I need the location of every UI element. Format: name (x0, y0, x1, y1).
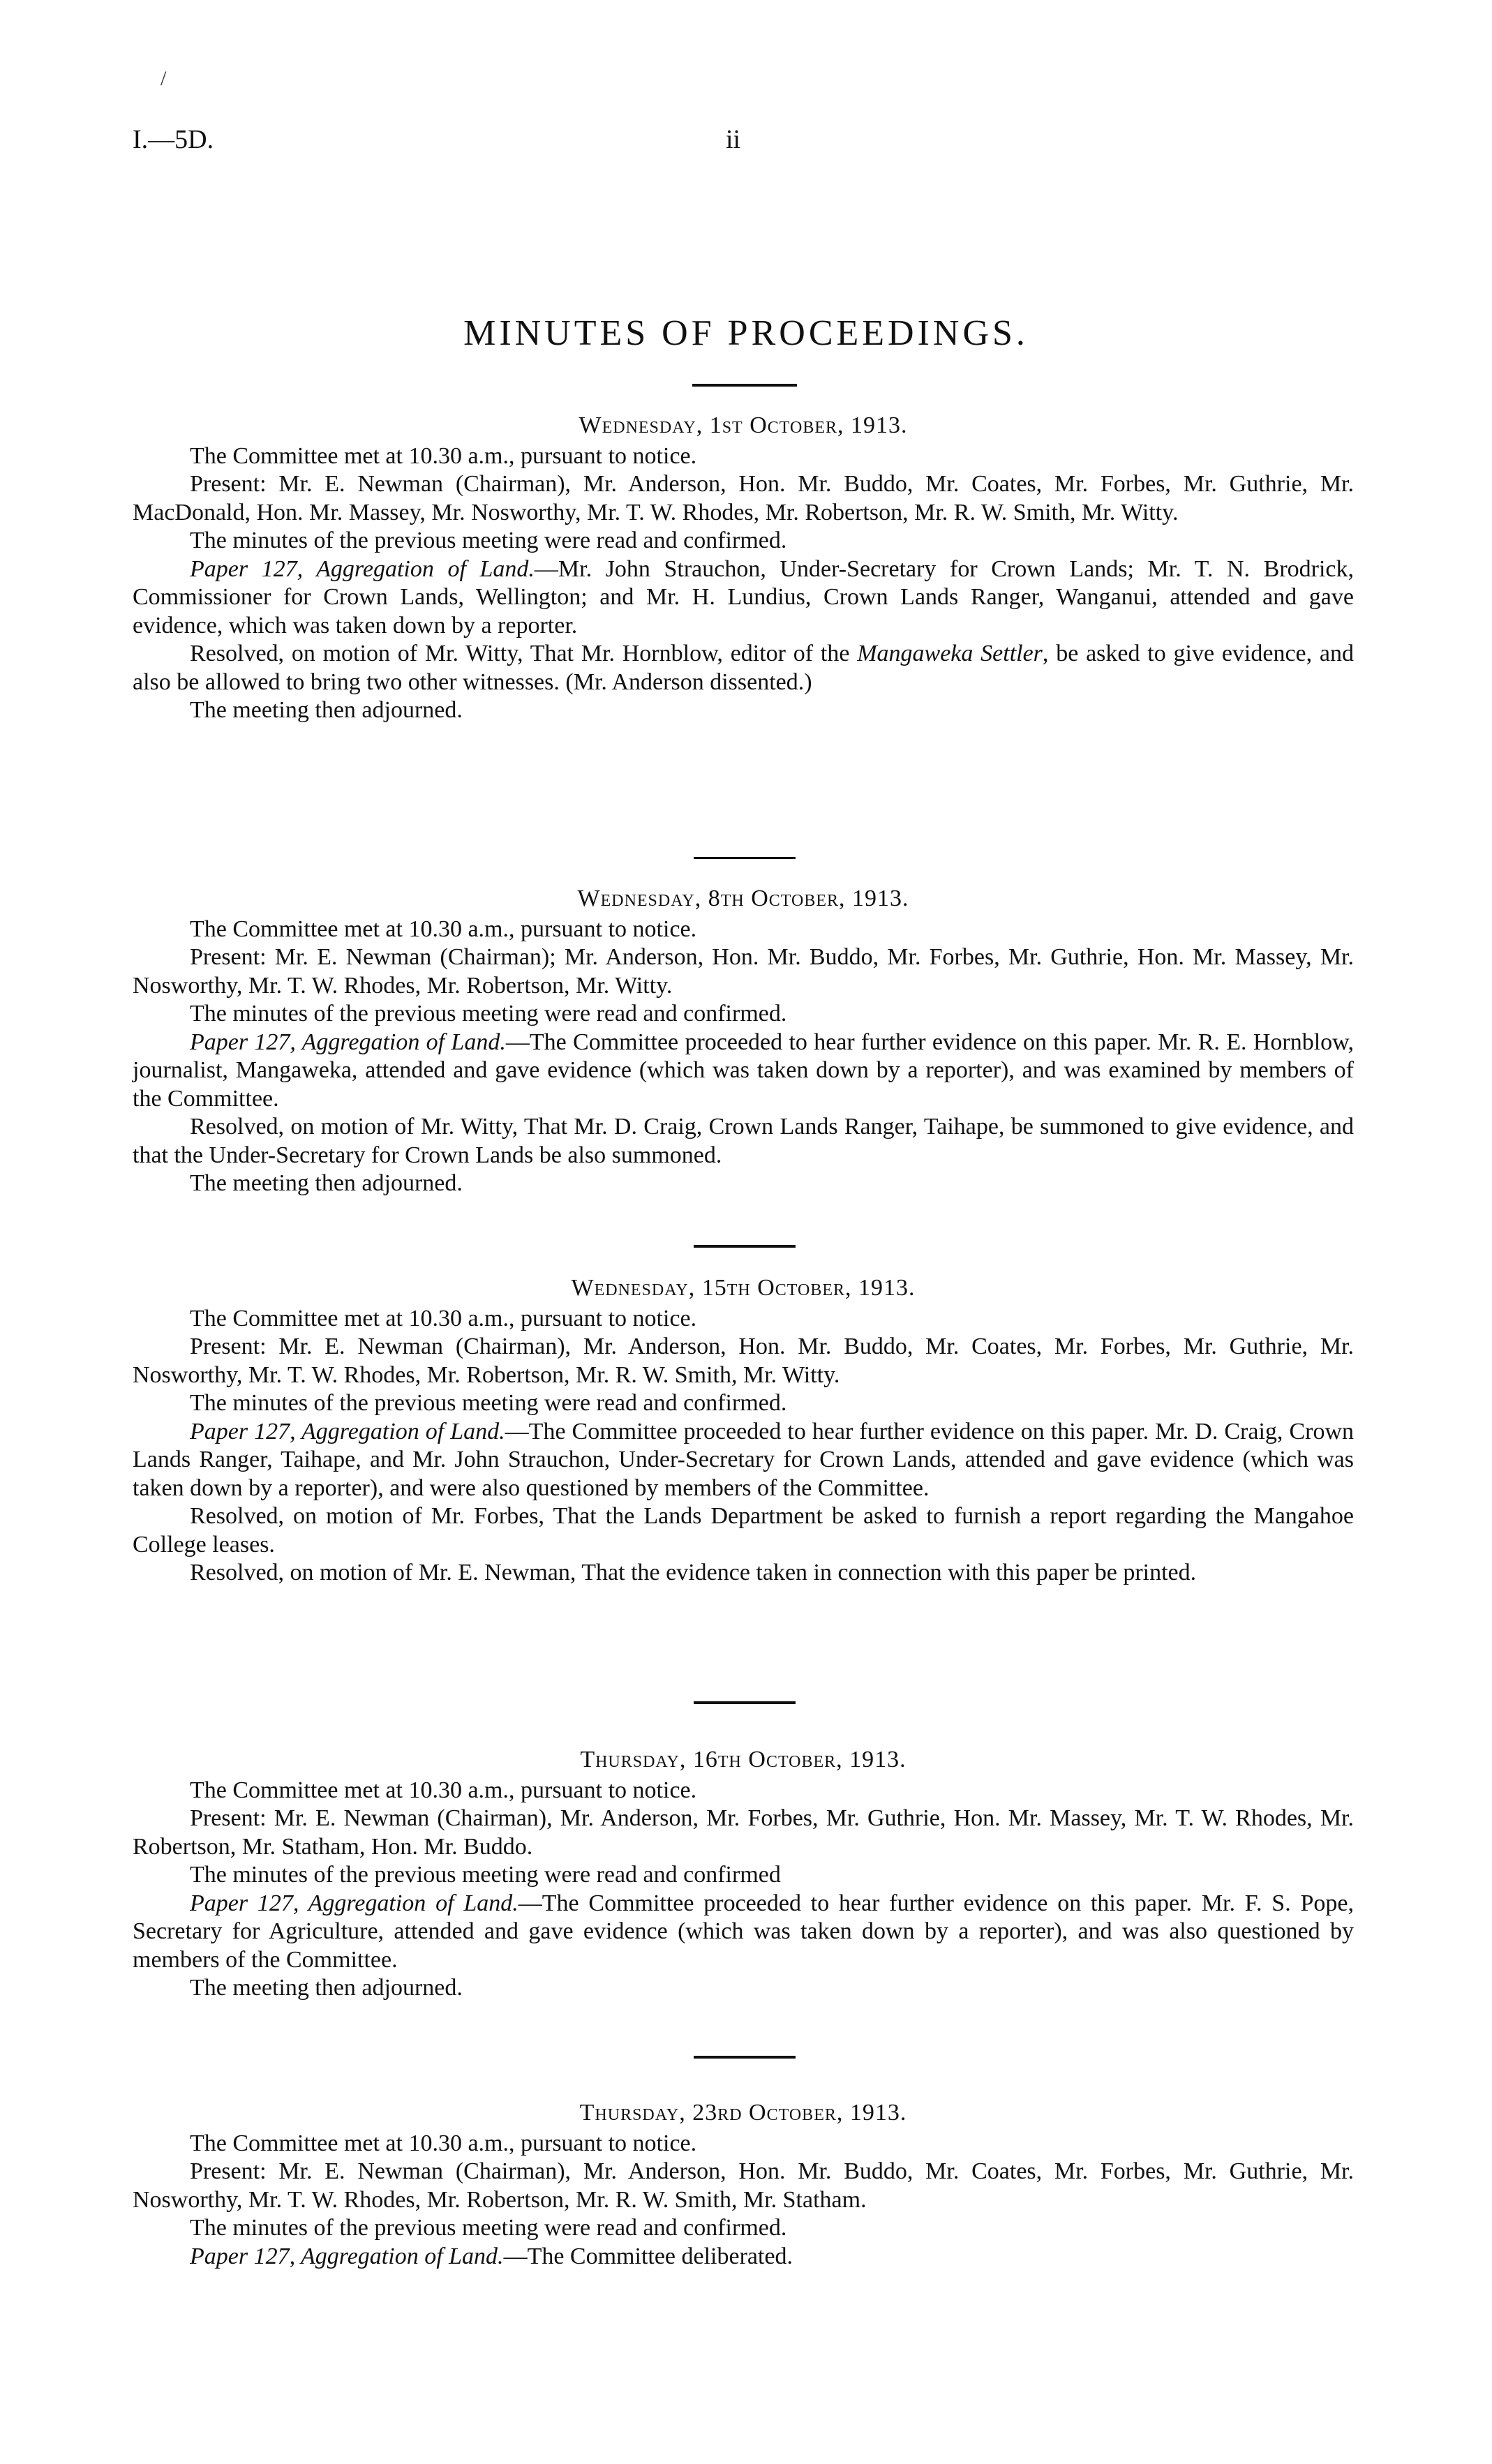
adjournment: The meeting then adjourned. (190, 697, 463, 723)
minutes-section-2 (133, 885, 1354, 1198)
minutes-confirmation: The minutes of the previous meeting were read and confirmed. (190, 2215, 787, 2241)
stray-mark: / (161, 67, 167, 90)
section-divider (694, 1701, 796, 1704)
attendance-list: Present: Mr. E. Newman (Chairman), Mr. Anderson, Hon. Mr. Buddo, Mr. Coates, Mr. Forbes, Mr. Guthrie, Mr. Nosworthy, Mr. T. W. Rhodes, Mr. Robertson, Mr. R. W. Smith, Mr. Statham. (133, 2158, 1354, 2213)
resolution: Resolved, on motion of Mr. Witty, That Mr. D. Craig, Crown Lands Ranger, Taihape, be summoned to give evidence, and that the Under-Secretary for Crown Lands be also summoned. (133, 1114, 1354, 1168)
section-divider (694, 1245, 796, 1248)
paper-title: Paper 127, Aggregation of Land. (190, 1029, 506, 1055)
section-divider (694, 857, 796, 859)
newspaper-name: Mangaweka Settler (857, 641, 1043, 666)
section-divider (694, 2056, 796, 2059)
title-divider (692, 384, 797, 387)
meeting-date: Wednesday, 8th October, 1913. (577, 886, 909, 911)
resolution: Resolved, on motion of Mr. Forbes, That the Lands Department be asked to furnish a report regarding the Mangahoe College leases. (133, 1503, 1354, 1558)
minutes-section-4 (133, 1746, 1354, 2003)
paper-title: Paper 127, Aggregation of Land. (190, 2243, 504, 2269)
paper-text: —The Committee proceeded to hear further evidence on this paper. Mr. D. Craig, Crown Lands Ranger, Taihape, and Mr. John Strauchon, Under-Secretary for Crown Lands, attended and gave evidence (which was taken down by a reporter), and were also questioned by members of the Committee. (133, 1418, 1354, 1501)
paper-entry (133, 1029, 1354, 1114)
resolution-text-end: , be asked to give evidence, and also be allowed to bring two other witnesses. (Mr. Anderson dissented.) (133, 641, 1354, 695)
paper-title: Paper 127, Aggregation of Land. (190, 1890, 519, 1916)
paper-text: —The Committee deliberated. (503, 2243, 793, 2269)
document-reference (133, 124, 214, 155)
minutes-confirmation: The minutes of the previous meeting were read and confirmed (190, 1862, 781, 1888)
resolution (133, 640, 1354, 696)
meeting-opening: The Committee met at 10.30 a.m., pursuant to notice. (190, 1777, 697, 1803)
attendance-list: Present: Mr. E. Newman (Chairman), Mr. Anderson, Hon. Mr. Buddo, Mr. Coates, Mr. Forbes, Mr. Guthrie, Mr. MacDonald, Hon. Mr. Massey, Mr. Nosworthy, Mr. T. W. Rhodes, Mr. Robertson, Mr. R. W. Smith, Mr. Witty. (133, 471, 1354, 525)
paper-title: Paper 127, Aggregation of Land. (190, 555, 535, 582)
minutes-confirmation: The minutes of the previous meeting were read and confirmed. (190, 528, 787, 553)
minutes-section-5 (133, 2099, 1354, 2271)
document-reference-suffix: D. (188, 125, 214, 154)
paper-entry (133, 2243, 1354, 2271)
meeting-date: Wednesday, 15th October, 1913. (571, 1275, 916, 1301)
adjournment: The meeting then adjourned. (190, 1975, 463, 2001)
meeting-opening: The Committee met at 10.30 a.m., pursuant to notice. (190, 2130, 697, 2156)
paper-text: —The Committee proceeded to hear further evidence on this paper. Mr. R. E. Hornblow, journalist, Mangaweka, attended and gave evidence (which was taken down by a reporter), and was examined by members of the Committee. (133, 1029, 1354, 1112)
attendance-list: Present: Mr. E. Newman (Chairman); Mr. Anderson, Hon. Mr. Buddo, Mr. Forbes, Mr. Guthrie, Hon. Mr. Massey, Mr. Nosworthy, Mr. T. W. Rhodes, Mr. Robertson, Mr. Witty. (133, 944, 1354, 999)
paper-entry (133, 555, 1354, 641)
adjournment: The meeting then adjourned. (190, 1170, 463, 1196)
paper-text: —Mr. John Strauchon, Under-Secretary for Crown Lands; Mr. T. N. Brodrick, Commissioner for Crown Lands, Wellington; and Mr. H. Lundius, Crown Lands Ranger, Wanganui, attended and gave evidence, which was taken down by a reporter. (133, 555, 1355, 639)
attendance-list: Present: Mr. E. Newman (Chairman), Mr. Anderson, Hon. Mr. Buddo, Mr. Coates, Mr. Forbes, Mr. Guthrie, Mr. Nosworthy, Mr. T. W. Rhodes, Mr. Robertson, Mr. R. W. Smith, Mr. Witty. (133, 1334, 1354, 1388)
meeting-date: Thursday, 23rd October, 1913. (579, 2100, 907, 2126)
minutes-confirmation: The minutes of the previous meeting were read and confirmed. (190, 1001, 787, 1026)
paper-entry (133, 1890, 1354, 1975)
meeting-date: Thursday, 16th October, 1913. (580, 1747, 907, 1772)
page-number: ii (726, 125, 741, 154)
resolution: Resolved, on motion of Mr. E. Newman, That the evidence taken in connection with this paper be printed. (190, 1560, 1197, 1585)
paper-entry (133, 1418, 1354, 1503)
resolution-text-start: Resolved, on motion of Mr. Witty, That Mr. Hornblow, editor of the (190, 641, 858, 666)
minutes-section-3 (133, 1274, 1354, 1588)
meeting-opening: The Committee met at 10.30 a.m., pursuant to notice. (190, 916, 697, 942)
meeting-opening: The Committee met at 10.30 a.m., pursuant to notice. (190, 442, 697, 469)
meeting-date: Wednesday, 1st October, 1913. (579, 412, 908, 438)
paper-text: —The Committee proceeded to hear further evidence on this paper. Mr. F. S. Pope, Secretary for Agriculture, attended and gave evidence (which was taken down by a reporter), and was also questioned by members of the Committee. (133, 1890, 1354, 1973)
page-title: MINUTES OF PROCEEDINGS. (463, 313, 1029, 353)
document-reference-prefix: I.—5 (133, 125, 188, 154)
minutes-confirmation: The minutes of the previous meeting were read and confirmed. (190, 1390, 787, 1416)
attendance-list: Present: Mr. E. Newman (Chairman), Mr. Anderson, Mr. Forbes, Mr. Guthrie, Hon. Mr. Massey, Mr. T. W. Rhodes, Mr. Robertson, Mr. Statham, Hon. Mr. Buddo. (133, 1805, 1354, 1860)
minutes-section-1 (133, 412, 1354, 725)
paper-title: Paper 127, Aggregation of Land. (190, 1418, 505, 1444)
meeting-opening: The Committee met at 10.30 a.m., pursuant to notice. (190, 1305, 697, 1331)
